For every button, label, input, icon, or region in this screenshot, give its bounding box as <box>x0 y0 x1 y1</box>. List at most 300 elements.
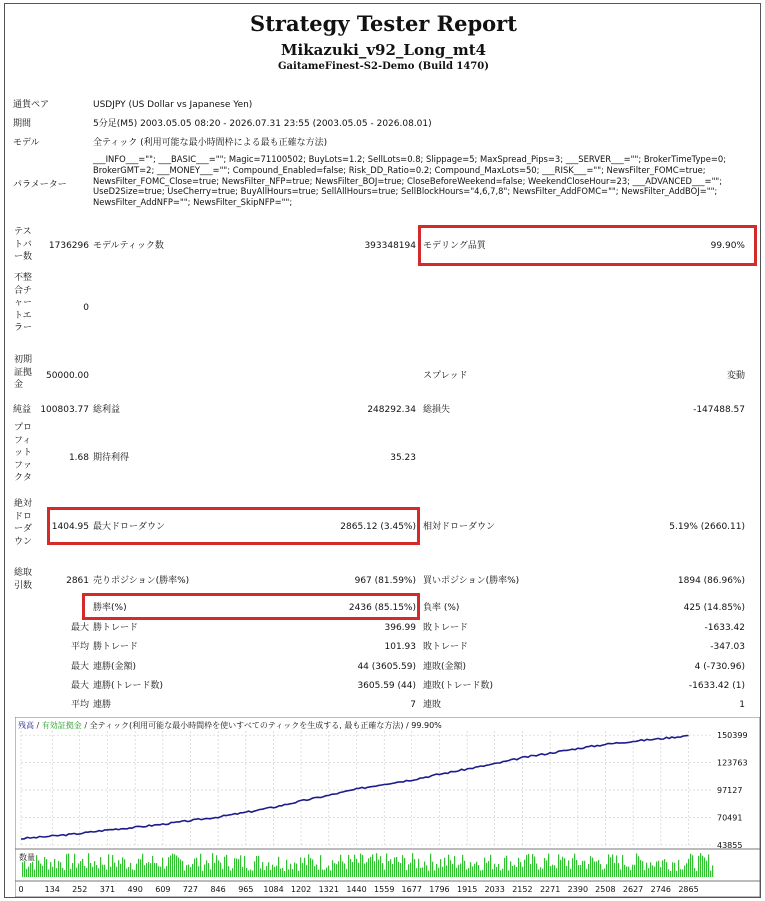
volume-bar <box>354 855 355 877</box>
volume-bar <box>622 855 623 877</box>
volume-bar <box>404 858 405 877</box>
volume-bar <box>334 863 335 877</box>
volume-bar <box>574 854 575 877</box>
volume-bar <box>568 860 569 877</box>
volume-bar <box>566 866 567 877</box>
volume-bar <box>340 855 341 877</box>
volume-bar <box>252 871 253 877</box>
volume-bar <box>686 863 687 877</box>
volume-bar <box>548 854 549 877</box>
volume-bar <box>180 859 181 877</box>
x-tick-label: 2033 <box>484 885 505 894</box>
volume-bar <box>152 856 153 877</box>
volume-bar <box>624 865 625 877</box>
volume-bar <box>36 855 37 877</box>
volume-bar <box>48 870 49 877</box>
volume-bar <box>232 868 233 877</box>
volume-bar <box>112 855 113 877</box>
x-tick-label: 609 <box>155 885 171 894</box>
volume-bar <box>596 862 597 877</box>
net-value: 100803.77 <box>40 405 89 415</box>
volume-bar <box>634 865 635 877</box>
volume-bar <box>80 861 81 877</box>
volume-bar <box>116 867 117 877</box>
avg2-label: 平均 <box>70 700 89 710</box>
volume-bar <box>520 862 521 877</box>
volume-bar <box>164 869 165 877</box>
volume-bar <box>614 863 615 877</box>
volume-bar <box>606 864 607 877</box>
volume-bar <box>326 868 327 877</box>
server-build: GaitameFinest-S2-Demo (Build 1470) <box>278 61 489 72</box>
symbol-label: 通貨ペア <box>13 100 50 110</box>
volume-bar <box>370 857 371 877</box>
volume-bar <box>150 863 151 877</box>
gross-profit-label: 総利益 <box>93 405 121 415</box>
volume-bar <box>604 868 605 877</box>
max-cons-losses-label: 連敗(金額) <box>423 662 467 672</box>
expected-label: 期待利得 <box>93 453 130 463</box>
volume-bar <box>418 859 419 877</box>
volume-bar <box>388 861 389 877</box>
ticks-value: 393348194 <box>364 241 416 251</box>
max-dd-label: 最大ドローダウン <box>93 522 166 532</box>
volume-bar <box>358 863 359 877</box>
volume-bar <box>558 854 559 877</box>
y-tick-label: 43855 <box>717 841 743 850</box>
legend-model: 全ティック(利用可能な最小時間枠を使いすべてのティックを生成する, 最も正確な方法) / 99.90% <box>89 721 442 730</box>
volume-bar <box>562 857 563 877</box>
max-cons-loss-value: -1633.42 (1) <box>688 681 745 691</box>
volume-bar <box>688 859 689 877</box>
volume-bar <box>34 870 35 877</box>
volume-bar <box>438 868 439 877</box>
volume-bar <box>502 869 503 877</box>
volume-bar <box>476 862 477 877</box>
volume-bar <box>662 860 663 877</box>
volume-bar <box>616 855 617 877</box>
symbol-value: USDJPY (US Dollar vs Japanese Yen) <box>93 100 253 110</box>
win-rate-value: 2436 (85.15%) <box>348 603 416 613</box>
volume-bar <box>124 859 125 877</box>
volume-bar <box>506 856 507 877</box>
volume-bar <box>504 858 505 877</box>
max-cons-losses-value: 4 (-730.96) <box>694 662 745 672</box>
max-cons-loss-label: 連敗(トレード数) <box>423 681 494 691</box>
report-title: Strategy Tester Report <box>250 11 517 36</box>
total-trades-label: 総取引数 <box>14 568 33 591</box>
x-tick-label: 727 <box>182 885 199 894</box>
volume-bar <box>510 861 511 877</box>
volume-bar <box>280 869 281 877</box>
volume-bar <box>570 869 571 877</box>
volume-bar <box>682 869 683 877</box>
x-tick-label: 2390 <box>567 885 589 894</box>
volume-bar <box>312 859 313 877</box>
volume-bar <box>278 857 279 877</box>
win-rate-label: 勝率(%) <box>93 603 127 613</box>
short-label: 売りポジション(勝率%) <box>93 576 190 586</box>
y-tick-label: 150399 <box>717 731 748 741</box>
volume-bar <box>584 861 585 877</box>
volume-label: 数量 <box>19 853 35 862</box>
params-label: パラメーター <box>13 180 67 190</box>
volume-bar <box>230 871 231 877</box>
volume-bar <box>118 860 119 877</box>
volume-bar <box>680 869 681 877</box>
x-tick-label: 1796 <box>429 885 450 894</box>
volume-bar <box>384 870 385 877</box>
volume-bar <box>262 862 263 877</box>
volume-bar <box>650 862 651 877</box>
volume-bar <box>84 866 85 877</box>
volume-bar <box>526 855 527 877</box>
legend-equity: 有効証拠金 <box>41 721 82 730</box>
highlight-max-drawdown <box>47 507 420 545</box>
volume-bar <box>474 864 475 877</box>
volume-bar <box>530 864 531 877</box>
long-label: 買いポジション(勝率%) <box>423 576 520 586</box>
volume-bar <box>98 868 99 877</box>
avg-loss-label: 敗トレード <box>423 642 469 652</box>
avg-cons-wins-label: 連勝 <box>93 700 112 710</box>
volume-bar <box>396 857 397 877</box>
y-tick-label: 70491 <box>717 813 743 823</box>
volume-bar <box>210 869 211 877</box>
volume-bar <box>44 857 45 877</box>
bars-value: 1736296 <box>48 241 89 251</box>
volume-bar <box>366 862 367 877</box>
volume-bar <box>254 861 255 877</box>
volume-bar <box>546 860 547 877</box>
volume-bar <box>314 866 315 877</box>
volume-bar <box>144 865 145 877</box>
avg-win-label: 勝トレード <box>93 642 139 652</box>
volume-bar <box>420 868 421 877</box>
volume-bar <box>268 862 269 877</box>
x-tick-label: 2152 <box>512 885 533 894</box>
volume-bar <box>306 865 307 877</box>
volume-bar <box>54 859 55 877</box>
volume-bar <box>672 862 673 877</box>
x-tick-label: 134 <box>44 885 60 894</box>
volume-bar <box>244 856 245 877</box>
loss-rate-label: 負率 (%) <box>423 603 460 613</box>
volume-bar <box>240 855 241 877</box>
volume-bar <box>572 858 573 877</box>
legend-balance: 残高 <box>18 721 34 730</box>
volume-bar <box>658 861 659 877</box>
mismatch-label: 不整合チャートエラー <box>14 273 33 333</box>
volume-bar <box>138 859 139 877</box>
volume-bar <box>452 864 453 877</box>
volume-bar <box>96 865 97 877</box>
volume-bar <box>598 860 599 877</box>
volume-bar <box>496 867 497 877</box>
volume-bar <box>172 854 173 877</box>
volume-bar <box>166 866 167 877</box>
volume-bar <box>690 854 691 877</box>
volume-bar <box>196 858 197 877</box>
volume-bar <box>70 869 71 877</box>
volume-bar <box>700 853 701 877</box>
volume-bar <box>122 857 123 877</box>
volume-bar <box>336 864 337 877</box>
volume-bar <box>178 858 179 877</box>
volume-bar <box>316 865 317 877</box>
volume-bar <box>456 868 457 877</box>
volume-bar <box>200 854 201 877</box>
volume-bar <box>304 858 305 877</box>
volume-bar <box>464 861 465 877</box>
x-tick-label: 371 <box>99 885 116 894</box>
volume-bar <box>32 862 33 877</box>
volume-bar <box>110 867 111 877</box>
volume-bar <box>508 870 509 877</box>
volume-bar <box>702 856 703 877</box>
quality-value: 99.90% <box>710 241 745 251</box>
volume-bar <box>30 863 31 877</box>
x-tick-label: 1321 <box>318 885 339 894</box>
volume-bar <box>470 862 471 877</box>
report-frame <box>4 3 761 898</box>
x-tick-label: 1677 <box>401 885 422 894</box>
volume-bar <box>450 860 451 877</box>
volume-bar <box>212 853 213 877</box>
volume-bar <box>22 862 23 877</box>
volume-bar <box>664 859 665 877</box>
volume-bar <box>576 860 577 877</box>
volume-bar <box>448 855 449 877</box>
spread-value: 変動 <box>726 371 745 381</box>
volume-bar <box>352 862 353 877</box>
volume-bar <box>264 870 265 877</box>
volume-bar <box>332 860 333 877</box>
volume-bar <box>696 871 697 877</box>
volume-bar <box>208 863 209 877</box>
volume-bar <box>540 867 541 877</box>
volume-bar <box>668 869 669 877</box>
volume-bar <box>498 864 499 877</box>
volume-bar <box>516 867 517 877</box>
largest-win-value: 396.99 <box>384 623 416 633</box>
volume-bar <box>256 856 257 877</box>
volume-bar <box>376 853 377 877</box>
volume-bar <box>140 859 141 877</box>
volume-bar <box>612 854 613 877</box>
volume-bar <box>282 868 283 877</box>
volume-bar <box>586 869 587 877</box>
avg-loss-value: -347.03 <box>710 642 745 652</box>
volume-bar <box>500 870 501 877</box>
rel-dd-label: 相対ドローダウン <box>423 522 496 532</box>
volume-bar <box>130 863 131 877</box>
volume-bar <box>274 867 275 877</box>
volume-bar <box>222 869 223 877</box>
volume-bar <box>486 863 487 877</box>
volume-bar <box>76 868 77 877</box>
volume-bar <box>602 869 603 877</box>
volume-bar <box>478 865 479 877</box>
volume-bar <box>594 862 595 877</box>
volume-bar <box>678 860 679 877</box>
volume-bar <box>490 855 491 877</box>
volume-bar <box>250 870 251 877</box>
volume-bar <box>62 868 63 877</box>
volume-bar <box>298 871 299 877</box>
volume-bar <box>64 870 65 877</box>
volume-bar <box>294 862 295 877</box>
volume-bar <box>60 862 61 877</box>
volume-bar <box>434 870 435 877</box>
volume-bar <box>642 861 643 877</box>
volume-bar <box>414 859 415 877</box>
volume-bar <box>488 861 489 877</box>
period-value: 5分足(M5) 2003.05.05 08:20 - 2026.07.31 23:55 (2003.05.05 - 2026.08.01) <box>93 119 432 129</box>
volume-bar <box>120 864 121 877</box>
volume-bar <box>648 868 649 877</box>
volume-bar <box>330 870 331 877</box>
volume-bar <box>40 864 41 877</box>
max-cons-wins-label: 連勝(金額) <box>93 662 137 672</box>
abs-dd-value: 1404.95 <box>51 522 89 532</box>
volume-bar <box>410 863 411 877</box>
x-tick-label: 1440 <box>346 885 367 894</box>
y-tick-label: 97127 <box>717 786 743 796</box>
volume-bar <box>52 867 53 877</box>
volume-bar <box>400 863 401 877</box>
volume-bar <box>556 868 557 877</box>
volume-bar <box>104 865 105 877</box>
volume-bar <box>216 855 217 877</box>
volume-bar <box>42 866 43 877</box>
volume-bar <box>276 866 277 877</box>
volume-bar <box>656 862 657 877</box>
rel-dd-value: 5.19% (2660.11) <box>669 522 745 532</box>
highlight-modeling-quality <box>418 225 757 266</box>
volume-bar <box>350 859 351 877</box>
volume-bar <box>494 864 495 877</box>
x-tick-label: 252 <box>72 885 88 894</box>
volume-bar <box>146 863 147 877</box>
volume-bar <box>272 865 273 877</box>
loss-rate-value: 425 (14.85%) <box>683 603 745 613</box>
volume-bar <box>426 865 427 877</box>
y-tick-label: 123763 <box>717 758 748 768</box>
volume-bar <box>142 854 143 877</box>
volume-bar <box>446 866 447 877</box>
volume-bar <box>24 861 25 877</box>
volume-bar <box>620 869 621 877</box>
volume-bar <box>270 870 271 877</box>
volume-bar <box>246 868 247 877</box>
gross-profit-value: 248292.34 <box>367 405 416 415</box>
volume-bar <box>320 855 321 877</box>
volume-bar <box>386 853 387 877</box>
volume-bar <box>588 864 589 877</box>
mismatch-value: 0 <box>83 303 89 313</box>
volume-bar <box>204 865 205 877</box>
x-tick-label: 1915 <box>457 885 478 894</box>
volume-bar <box>608 854 609 877</box>
largest-loss-value: -1633.42 <box>704 623 745 633</box>
x-tick-label: 1202 <box>290 885 312 894</box>
volume-bar <box>194 859 195 877</box>
x-tick-label: 490 <box>127 885 143 894</box>
highlight-win-rate <box>82 593 420 620</box>
avg-win-value: 101.93 <box>384 642 416 652</box>
volume-bar <box>224 857 225 877</box>
volume-bar <box>248 870 249 877</box>
volume-bar <box>346 869 347 877</box>
volume-bar <box>382 863 383 877</box>
volume-bar <box>290 864 291 877</box>
x-tick-label: 2865 <box>678 885 699 894</box>
volume-bar <box>544 858 545 877</box>
volume-bar <box>324 870 325 877</box>
volume-bar <box>300 857 301 877</box>
volume-bar <box>592 858 593 877</box>
volume-bar <box>698 856 699 877</box>
max-cons-profit-value: 3605.59 (44) <box>357 681 416 691</box>
volume-bar <box>342 861 343 877</box>
volume-bar <box>646 863 647 877</box>
volume-bar <box>518 858 519 877</box>
volume-bar <box>462 855 463 877</box>
volume-bar <box>692 855 693 877</box>
volume-bar <box>444 858 445 877</box>
volume-bar <box>68 854 69 877</box>
pf-label: プロフィットファクタ <box>14 423 33 483</box>
volume-bar <box>552 865 553 877</box>
volume-bar <box>134 870 135 877</box>
volume-bar <box>236 858 237 877</box>
volume-bar <box>670 871 671 877</box>
volume-bar <box>468 868 469 877</box>
volume-bar <box>114 863 115 877</box>
volume-bar <box>356 859 357 877</box>
volume-bar <box>542 869 543 877</box>
volume-bar <box>398 862 399 877</box>
deposit-value: 50000.00 <box>46 371 89 381</box>
volume-bar <box>302 863 303 877</box>
volume-bar <box>106 870 107 877</box>
abs-dd-label: 絶対ドローダウン <box>14 499 33 547</box>
volume-bar <box>378 860 379 877</box>
volume-bar <box>66 854 67 877</box>
volume-bar <box>184 871 185 877</box>
volume-bar <box>454 856 455 877</box>
volume-bar <box>344 863 345 877</box>
volume-bar <box>170 856 171 877</box>
volume-bar <box>430 854 431 877</box>
volume-bar <box>676 871 677 877</box>
ea-name: Mikazuki_v92_Long_mt4 <box>280 41 487 59</box>
volume-bar <box>524 860 525 877</box>
volume-bar <box>186 865 187 877</box>
volume-bar <box>58 861 59 877</box>
volume-bar <box>46 859 47 877</box>
volume-bar <box>666 862 667 877</box>
volume-bar <box>372 855 373 877</box>
volume-bar <box>228 866 229 877</box>
pf-value: 1.68 <box>68 453 89 463</box>
volume-bar <box>284 871 285 877</box>
volume-bar <box>522 867 523 877</box>
volume-bar <box>126 869 127 877</box>
quality-label: モデリング品質 <box>423 241 486 251</box>
volume-bar <box>154 863 155 877</box>
